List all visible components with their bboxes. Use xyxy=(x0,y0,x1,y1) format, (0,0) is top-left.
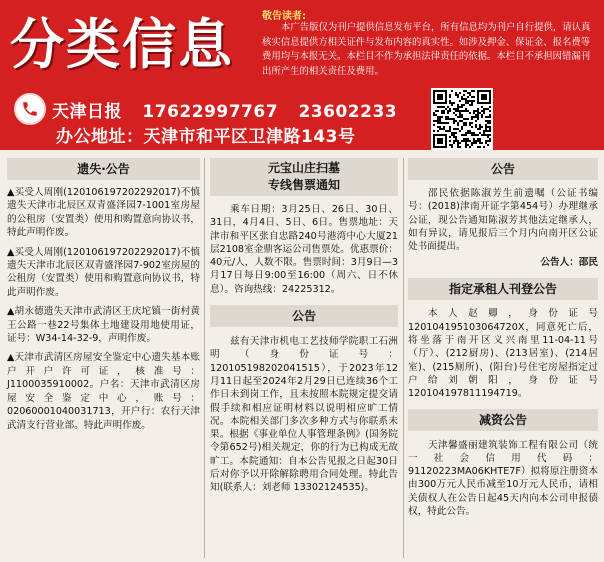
phone-icon xyxy=(14,93,46,125)
ticket-notice-text: 乘车日期：3月25日、26日、30日、31日，4月4日、5日、6日。售票地址：天津市和平区张自忠路240号港湾中心大厦21层2108室金鼎客运公司售票处。优惠票价：40元/人，人数不限。售票时间：3月9日—3月17日每日9:00至16:00（周六、日不休息）。咨询热线：24225312。 xyxy=(210,204,398,295)
section-title: 减资公告 xyxy=(408,409,598,431)
lost-notice-column xyxy=(7,158,200,432)
right-column xyxy=(408,158,598,518)
notice-item: ▲买受人周刚(120106197202292017)不慎遗失天津市北辰区双青盛泽园7-1001室房屋的公租房（安置类）使用和购置意向协议书，特此声明作废。 xyxy=(7,187,200,239)
notice-item: ▲买受人周刚(120106197202292017)不慎遗失天津市北辰区双青盛泽园7-902室房屋的公租房（安置类）使用和购置意向协议书，特此声明作废。 xyxy=(7,246,200,298)
header-banner xyxy=(0,0,604,150)
section-title: 公告 xyxy=(408,158,598,180)
middle-column xyxy=(210,158,398,495)
phone-number-1: 17622997767 xyxy=(142,101,279,122)
tenant-notice-text: 本人赵卿，身份证号120104195103064720X，同意死亡后，将坐落于南开区义兴南里11-04-11号（厅）、(212厨房)、(213居室)、(214居室)、(215厕所)、(阳台)号住宅房屋指定过户给刘朝阳，身份证号120104197811194719。 xyxy=(408,308,598,400)
section-title: 公告 xyxy=(210,305,398,327)
ticket-title-line1: 元宝山庄扫墓 xyxy=(267,161,340,175)
inheritance-notice-text: 邵民依据陈淑芳生前遗嘱（公证书编号：(2018)津南开证字第454号）办理继承公证，现公告通知陈淑芳其他法定继承人，如有异议，请见报后三个月内向南开区公证处书面提出。 xyxy=(408,188,598,253)
capital-reduction-notice-text: 天津馨盛丽建筑装饰工程有限公司（统一社会信用代码：91120223MA06KHTE7F）拟将原注册资本由300万元人民币减至10万元人民币，请相关债权人在公告日起45天内向本公司申报债权，特此公告。 xyxy=(408,439,598,518)
phone-number-2: 23602233 xyxy=(298,101,398,122)
column-divider xyxy=(204,158,205,558)
office-address: 办公地址：天津市和平区卫津路143号 xyxy=(56,127,356,147)
column-divider xyxy=(403,158,404,558)
section-title: 遗失·公告 xyxy=(7,158,200,180)
contact-line xyxy=(14,93,411,125)
notice-text: 本广告版仅为刊户提供信息发布平台，所有信息均为刊户自行提供，请认真核实信息提供方相关证件与发布内容的真实性。如涉及押金、保证金、报名费等费用均与本报无关。本栏目不作为承担法律责任的依据。本栏目不承担因错漏刊出所产生的相关责任及费用。 xyxy=(262,22,591,77)
ticket-title-line2: 专线售票通知 xyxy=(267,178,340,192)
notice-item: ▲胡永德遗失天津市武清区王庆坨镇一街村黄王公路一巷22号集体土地建设用地使用证，证号：W34-14-32-9，声明作废。 xyxy=(7,306,200,345)
qr-code xyxy=(431,88,493,150)
notice-signature: 公告人：邵民 xyxy=(540,257,598,269)
dismissal-notice-text: 兹有天津市机电工艺技师学院职工石洲明（身份证号：120105198202041515），于2023年12月11日起至2024年2月29日已连续36个工作日未到岗工作，且未按照本院规定提交请假手续和相应证明材料以说明相应旷工情况。本院相关部门多次多种方式与你联系未果。根据《事业单位人事管理条例》(国务院令第652号)相关规定，你的行为已构成无故旷工。本院通知：自本公告见报之日起30日后对你予以开除解除聘用合同处理。特此告知(联系人：刘老师 13302124535)。 xyxy=(210,336,398,494)
section-title: 指定承租人刊登公告 xyxy=(408,278,598,300)
page-title: 分类信息 xyxy=(10,12,234,76)
section-title xyxy=(210,158,398,196)
paper-name: 天津日报 xyxy=(52,101,122,122)
notice-item: ▲天津市武清区房屋安全鉴定中心遗失基本账户开户许可证，核准号：J1100035910002。户名：天津市武清区房屋安全鉴定中心，账号：02060001040031713，开户行：农行天津武清支行营业部。特此声明作废。 xyxy=(7,352,200,431)
notice-heading: 敬告读者: xyxy=(262,11,306,22)
